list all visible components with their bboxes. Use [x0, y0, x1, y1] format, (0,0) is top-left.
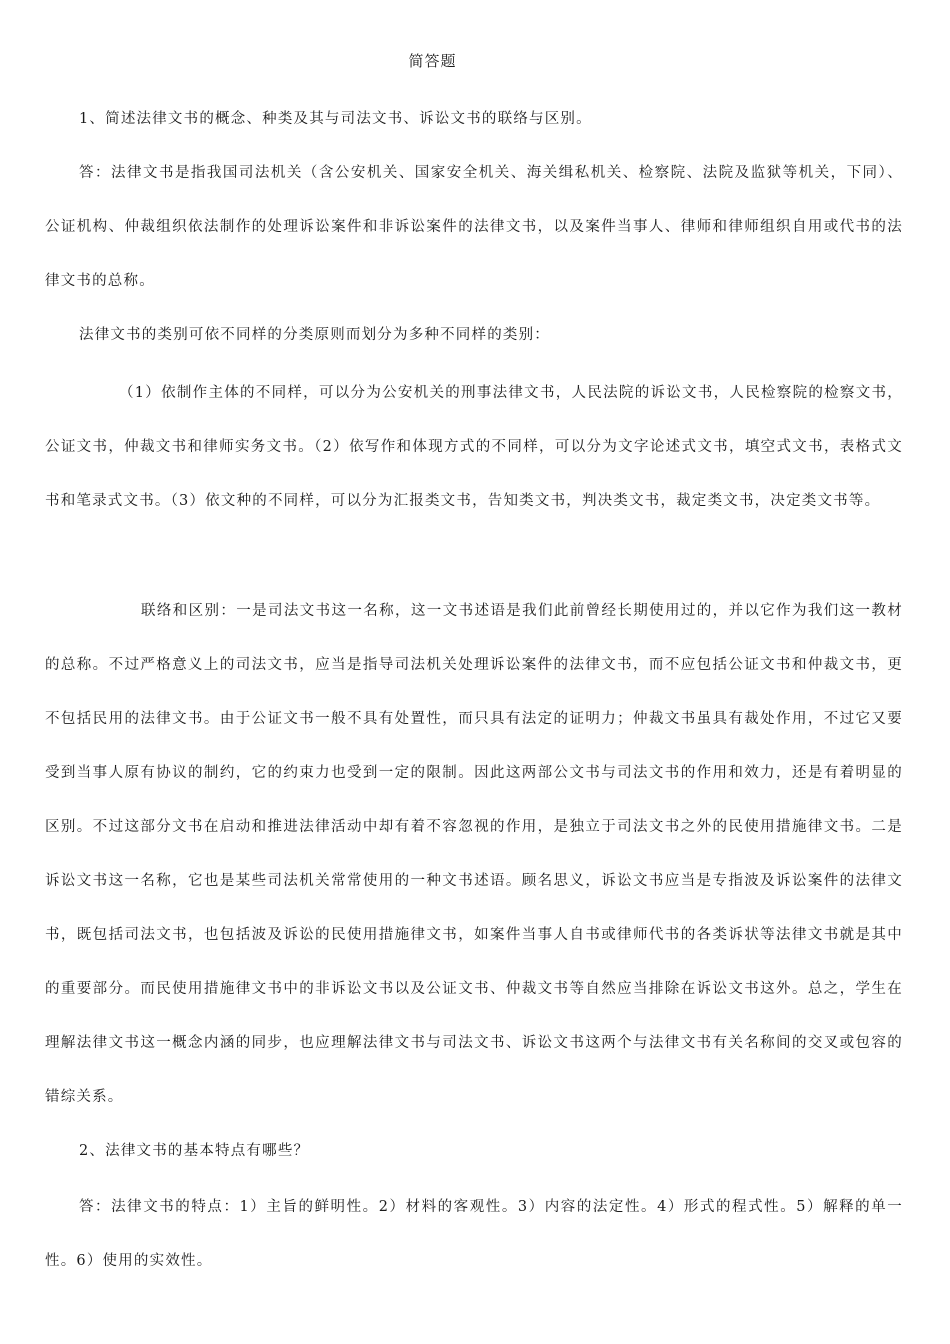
answer-1-categories-intro: 法律文书的类别可依不同样的分类原则而划分为多种不同样的类别：: [79, 327, 550, 343]
answer-1-definition: 答：法律文书是指我国司法机关（含公安机关、国家安全机关、海关缉私机关、检察院、法院及监狱等机关，下同）、公证机构、仲裁组织依法制作的处理诉讼案件和非诉讼案件的法律文书，以及案件当事人、律师和律师组织自用或代书的法律文书的总称。: [45, 165, 903, 289]
answer-1-relation-difference: 联络和区别：一是司法文书这一名称，这一文书述语是我们此前曾经长期使用过的，并以它作为我们这一教材的总称。不过严格意义上的司法文书，应当是指导司法机关处理诉讼案件的法律文书，而不应包括公证文书和仲裁文书，更不包括民用的法律文书。由于公证文书一般不具有处置性，而只具有法定的证明力；仲裁文书虽具有裁处作用，不过它又要受到当事人原有协议的制约，它的约束力也受到一定的限制。因此这两部公文书与司法文书的作用和效力，还是有着明显的区别。不过这部分文书在启动和推进法律活动中却有着不容忽视的作用，是独立于司法文书之外的民使用措施律文书。二是诉讼文书这一名称，它也是某些司法机关常常使用的一种文书述语。顾名思义，诉讼文书应当是专指波及诉讼案件的法律文书，既包括司法文书，也包括波及诉讼的民使用措施律文书，如案件当事人自书或律师代书的各类诉状等法律文书就是其中的重要部分。而民使用措施律文书中的非诉讼文书以及公证文书、仲裁文书等自然应当排除在诉讼文书这外。总之，学生在理解法律文书这一概念内涵的同步，也应理解法律文书与司法文书、诉讼文书这两个与法律文书有关名称间的交叉或包容的错综关系。: [45, 603, 903, 1105]
question-2: 2、法律文书的基本特点有哪些？: [79, 1143, 310, 1159]
answer-2: 答：法律文书的特点：1）主旨的鲜明性。2）材料的客观性。3）内容的法定性。4）形式的程式性。5）解释的单一性。6）使用的实效性。: [45, 1199, 903, 1269]
answer-1-categories-list: （1）依制作主体的不同样，可以分为公安机关的刑事法律文书，人民法院的诉讼文书，人民检察院的检察文书，公证文书，仲裁文书和律师实务文书。（2）依写作和体现方式的不同样，可以分为文字论述式文书，填空式文书，表格式文书和笔录式文书。（3）依文种的不同样，可以分为汇报类文书，告知类文书，判决类文书，裁定类文书，决定类文书等。: [45, 385, 903, 509]
document-title: 简答题: [408, 52, 457, 70]
question-1: 1、简述法律文书的概念、种类及其与司法文书、诉讼文书的联络与区别。: [79, 111, 592, 127]
